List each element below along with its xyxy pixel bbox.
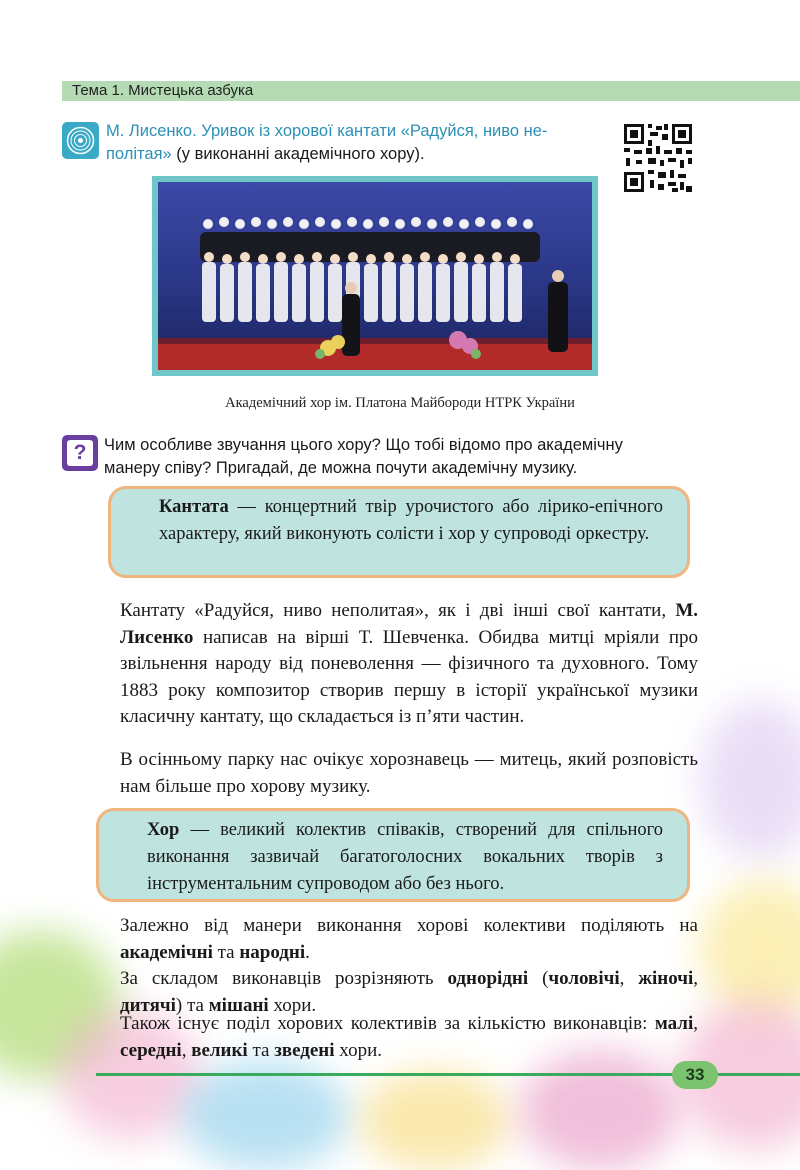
cantata-definition-box <box>108 486 690 578</box>
topic-header-bar <box>62 81 800 101</box>
definition-text: — великий колектив співаків, створений для спільного виконання зазвичай багатоголосних вокальних творів з інструментальним супроводом або без нього. <box>147 820 663 894</box>
question-text <box>104 434 704 480</box>
paint-splash-decoration <box>360 1070 510 1170</box>
paint-splash-decoration <box>700 880 800 1020</box>
choir-photo-frame <box>152 176 598 376</box>
choir-definition-box <box>96 808 690 902</box>
topic-title: Тема 1. Мистецька азбука <box>72 82 254 99</box>
composer-name: М. Лисенко <box>120 600 698 648</box>
audio-title: М. Лисенко. Уривок із хорової кантати «Радуйся, ниво не- політая» <box>106 122 548 163</box>
audio-description <box>106 120 612 166</box>
paragraph-cantata-history: Кантату «Радуйся, ниво неполитая», як і дві інші свої кантати, М. Лисенко написав на вірші Т. Шевченка. Обидва митці мріяли про звільнення народу від поневолення — фізичного та духовного. Тому 1883 року композитор створив першу в історії української музики класичну кантату, що складається із п’яти частин. <box>120 600 698 727</box>
paint-splash-decoration <box>180 1060 350 1170</box>
question-mark: ? <box>67 440 93 466</box>
audio-disc-icon[interactable] <box>62 122 99 159</box>
paragraph-choir-expert: В осінньому парку нас очікує хорознавець — митець, який розповість нам більше про хорову музику. <box>120 749 698 797</box>
choir-photo <box>158 182 592 370</box>
paragraph-choir-size: Також існує поділ хорових колективів за кількістю виконавців: малі, середні, великі та зведені хори. <box>120 1013 698 1061</box>
question-icon <box>62 435 98 471</box>
paragraph-choir-manner: Залежно від манери виконання хорові колективи поділяють на академічні та народні. <box>120 915 698 963</box>
question-line: Чим особливе звучання цього хору? Що тобі відомо про академічну <box>104 436 623 454</box>
definition-term: Хор <box>147 820 180 840</box>
page-number: 33 <box>672 1061 718 1089</box>
definition-term: Кантата <box>159 497 229 517</box>
definition-text: — концертний твір урочистого або лірико-епічного характеру, який виконують солісти і хор у супроводі оркестру. <box>159 497 663 544</box>
question-line: манеру співу? Пригадай, де можна почути академічну музику. <box>104 459 578 477</box>
photo-caption: Академічний хор ім. Платона Майбороди НТРК України <box>225 395 575 411</box>
audio-note: (у виконанні академічного хору). <box>171 145 425 163</box>
paint-splash-decoration <box>520 1050 680 1170</box>
paint-splash-decoration <box>700 700 800 860</box>
qr-code[interactable] <box>622 122 694 194</box>
paragraph-choir-composition: За складом виконавців розрізняють однорідні (чоловічі, жіночі, дитячі) та мішані хори. <box>120 968 699 1016</box>
